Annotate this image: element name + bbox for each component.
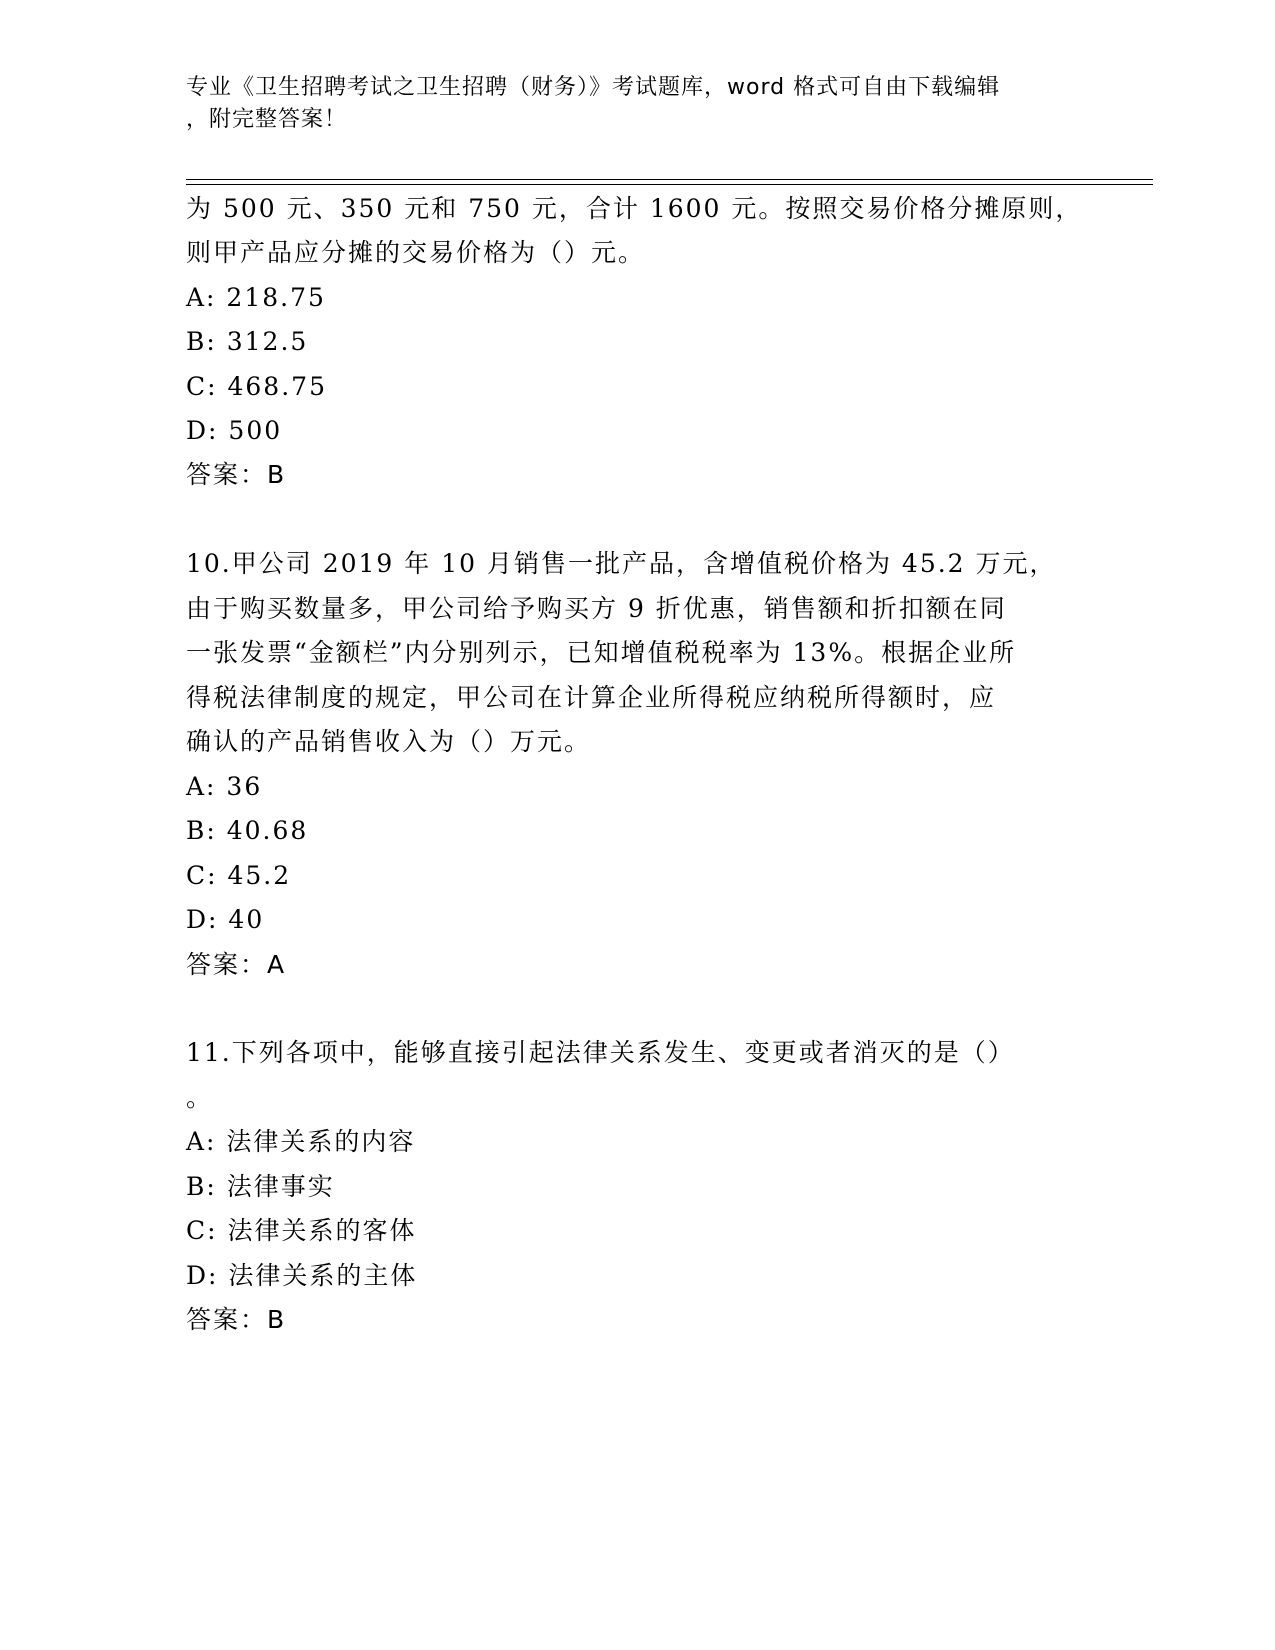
option-d: D: 40: [186, 905, 265, 934]
answer: 答案：A: [186, 950, 287, 979]
option-b: B: 312.5: [186, 327, 309, 356]
question-stem-line: 11.下列各项中，能够直接引起法律关系发生、变更或者消灭的是（）: [186, 1038, 1015, 1067]
option-d: D: 500: [186, 416, 283, 445]
option-c: C: 468.75: [186, 372, 327, 401]
option-a: A: 36: [186, 772, 263, 801]
question-stem-line: 10.甲公司 2019 年 10 月销售一批产品，含增值税价格为 45.2 万元，: [186, 549, 1057, 578]
question-stem-line: 为 500 元、350 元和 750 元，合计 1600 元。按照交易价格分摊原则，: [186, 194, 1083, 223]
question-stem-line: 则甲产品应分摊的交易价格为（）元。: [186, 238, 646, 267]
document-header: [186, 72, 1066, 136]
option-c: C: 法律关系的客体: [186, 1216, 417, 1245]
question-stem-line: 。: [186, 1083, 214, 1112]
answer: 答案：B: [186, 460, 287, 489]
header-line-1: 专业《卫生招聘考试之卫生招聘（财务）》考试题库，word 格式可自由下载编辑: [186, 75, 1001, 100]
option-b: B: 40.68: [186, 816, 309, 845]
option-a: A: 法律关系的内容: [186, 1127, 416, 1156]
option-d: D: 法律关系的主体: [186, 1261, 418, 1290]
question-stem-line: 一张发票“金额栏”内分别列示，已知增值税税率为 13%。根据企业所: [186, 638, 1017, 667]
option-b: B: 法律事实: [186, 1172, 335, 1201]
header-divider-top: [186, 179, 1153, 180]
option-a: A: 218.75: [186, 283, 326, 312]
answer: 答案：B: [186, 1305, 287, 1334]
option-c: C: 45.2: [186, 861, 292, 890]
header-divider-bottom: [186, 184, 1153, 185]
question-stem-line: 得税法律制度的规定，甲公司在计算企业所得税应纳税所得额时，应: [186, 683, 997, 712]
question-stem-line: 确认的产品销售收入为（）万元。: [186, 727, 592, 756]
question-stem-line: 由于购买数量多，甲公司给予购买方 9 折优惠，销售额和折扣额在同: [186, 594, 1007, 623]
header-line-2: ，附完整答案！: [186, 107, 348, 132]
